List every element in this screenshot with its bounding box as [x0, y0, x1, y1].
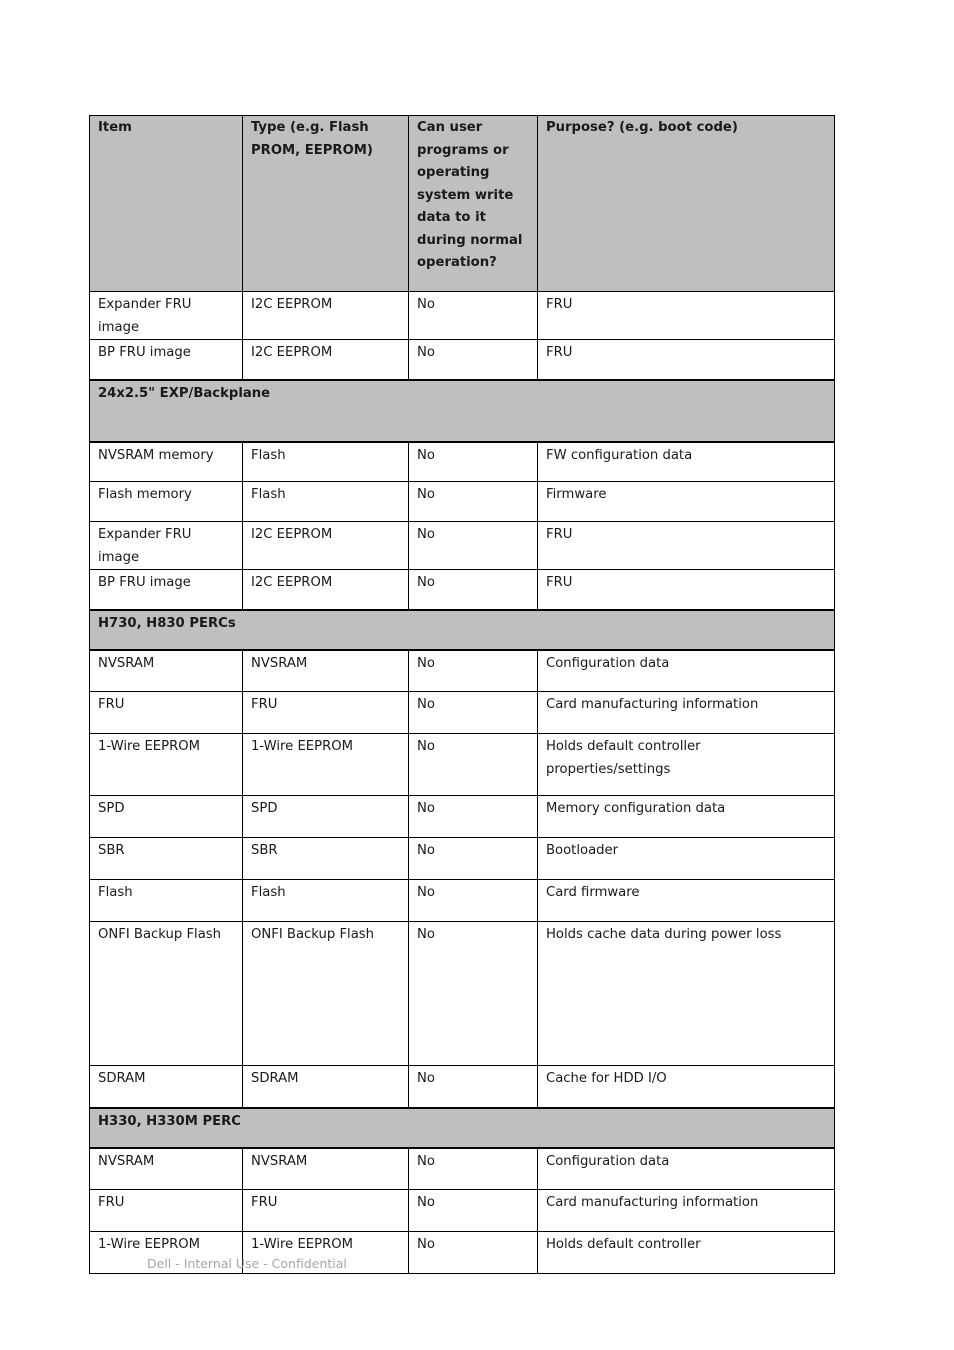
cell-writable: No — [409, 796, 538, 838]
cell-item: BP FRU image — [90, 340, 243, 380]
cell-writable: No — [409, 1066, 538, 1108]
cell-writable: No — [409, 1148, 538, 1190]
cell-item: Flash — [90, 880, 243, 922]
cell-writable: No — [409, 1232, 538, 1274]
cell-item: NVSRAM — [90, 650, 243, 692]
cell-type: 1-Wire EEPROM — [243, 734, 409, 796]
section-row — [90, 1108, 835, 1148]
cell-item: NVSRAM memory — [90, 442, 243, 482]
header-type: Type (e.g. Flash PROM, EEPROM) — [243, 116, 409, 292]
cell-purpose: Holds cache data during power loss — [538, 922, 835, 1066]
cell-item: FRU — [90, 1190, 243, 1232]
section-label: 24x2.5" EXP/Backplane — [90, 380, 835, 442]
cell-writable: No — [409, 570, 538, 610]
table-row — [90, 442, 835, 482]
section-label: H730, H830 PERCs — [90, 610, 835, 650]
cell-type: I2C EEPROM — [243, 570, 409, 610]
cell-type: SDRAM — [243, 1066, 409, 1108]
confidentiality-footer: Dell - Internal Use - Confidential — [147, 1256, 347, 1271]
cell-item: Flash memory — [90, 482, 243, 522]
table-row — [90, 692, 835, 734]
cell-item: ONFI Backup Flash — [90, 922, 243, 1066]
table-row — [90, 292, 835, 340]
cell-purpose: Firmware — [538, 482, 835, 522]
cell-purpose: FRU — [538, 340, 835, 380]
cell-purpose: Configuration data — [538, 1148, 835, 1190]
cell-type: SPD — [243, 796, 409, 838]
table-header-row — [90, 116, 835, 292]
section-row — [90, 610, 835, 650]
cell-type: FRU — [243, 692, 409, 734]
table-row — [90, 522, 835, 570]
table-row — [90, 838, 835, 880]
cell-item: Expander FRU image — [90, 522, 243, 570]
cell-purpose: Cache for HDD I/O — [538, 1066, 835, 1108]
header-writable: Can user programs or operating system write data to it during normal operation? — [409, 116, 538, 292]
table-row — [90, 880, 835, 922]
cell-writable: No — [409, 880, 538, 922]
cell-type: I2C EEPROM — [243, 292, 409, 340]
cell-writable: No — [409, 838, 538, 880]
cell-item: NVSRAM — [90, 1148, 243, 1190]
cell-type: NVSRAM — [243, 650, 409, 692]
cell-writable: No — [409, 442, 538, 482]
cell-purpose: Card firmware — [538, 880, 835, 922]
cell-item: SDRAM — [90, 1066, 243, 1108]
header-purpose: Purpose? (e.g. boot code) — [538, 116, 835, 292]
cell-purpose: Configuration data — [538, 650, 835, 692]
cell-type: I2C EEPROM — [243, 522, 409, 570]
cell-type: Flash — [243, 482, 409, 522]
cell-item: SBR — [90, 838, 243, 880]
table-row — [90, 1148, 835, 1190]
cell-writable: No — [409, 292, 538, 340]
cell-item: Expander FRU image — [90, 292, 243, 340]
cell-item: SPD — [90, 796, 243, 838]
cell-purpose: Memory configuration data — [538, 796, 835, 838]
section-row — [90, 380, 835, 442]
cell-writable: No — [409, 650, 538, 692]
section-label: H330, H330M PERC — [90, 1108, 835, 1148]
cell-type: ONFI Backup Flash — [243, 922, 409, 1066]
table-row — [90, 922, 835, 1066]
table-row — [90, 482, 835, 522]
cell-item: FRU — [90, 692, 243, 734]
cell-writable: No — [409, 522, 538, 570]
cell-item: BP FRU image — [90, 570, 243, 610]
table-row — [90, 734, 835, 796]
table-row — [90, 570, 835, 610]
cell-type: Flash — [243, 442, 409, 482]
cell-type: NVSRAM — [243, 1148, 409, 1190]
cell-purpose: FRU — [538, 522, 835, 570]
cell-writable: No — [409, 340, 538, 380]
cell-writable: No — [409, 1190, 538, 1232]
cell-purpose: FRU — [538, 292, 835, 340]
cell-writable: No — [409, 734, 538, 796]
cell-item: 1-Wire EEPROM — [90, 734, 243, 796]
cell-item: 1-Wire EEPROM — [90, 1232, 243, 1274]
cell-purpose: Card manufacturing information — [538, 1190, 835, 1232]
table-row — [90, 650, 835, 692]
cell-type: Flash — [243, 880, 409, 922]
cell-writable: No — [409, 692, 538, 734]
table-row — [90, 1190, 835, 1232]
cell-type: 1-Wire EEPROM — [243, 1232, 409, 1274]
table-row — [90, 340, 835, 380]
cell-purpose: Card manufacturing information — [538, 692, 835, 734]
cell-type: I2C EEPROM — [243, 340, 409, 380]
cell-purpose: Holds default controller — [538, 1232, 835, 1274]
cell-type: FRU — [243, 1190, 409, 1232]
cell-purpose: FW configuration data — [538, 442, 835, 482]
cell-purpose: Holds default controller properties/settings — [538, 734, 835, 796]
cell-writable: No — [409, 482, 538, 522]
memory-components-table — [89, 115, 835, 1274]
table-row — [90, 796, 835, 838]
table-row — [90, 1066, 835, 1108]
cell-purpose: FRU — [538, 570, 835, 610]
header-item: Item — [90, 116, 243, 292]
cell-type: SBR — [243, 838, 409, 880]
table-body — [90, 292, 835, 1274]
cell-purpose: Bootloader — [538, 838, 835, 880]
cell-writable: No — [409, 922, 538, 1066]
